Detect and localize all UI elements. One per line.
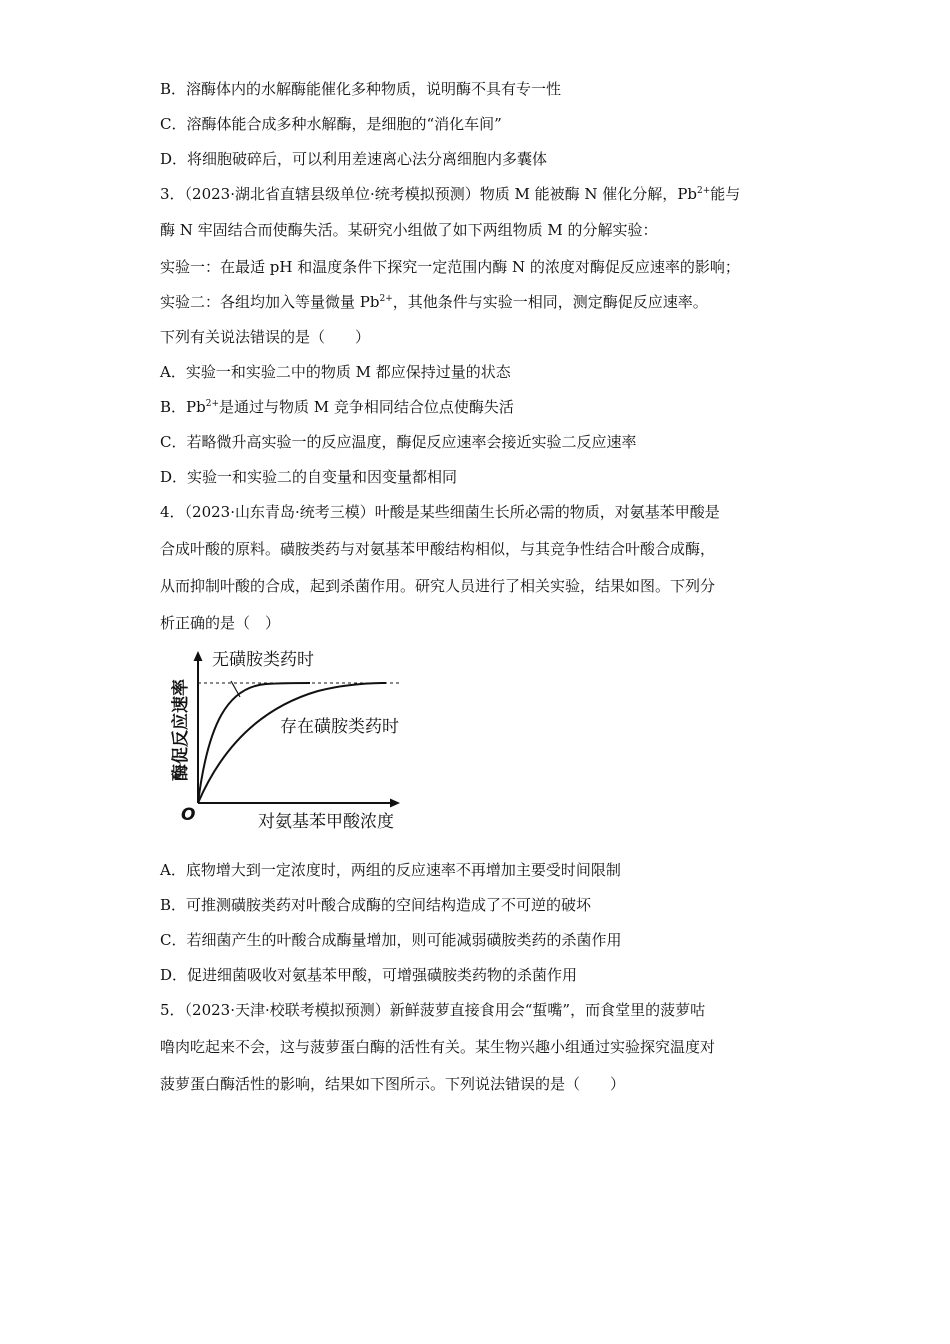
text-line-l10 bbox=[160, 396, 800, 418]
text-segment: 实验二：各组均加入等量微量 Pb bbox=[160, 293, 380, 311]
text-line-l17: A．底物增大到一定浓度时，两组的反应速率不再增加主要受时间限制 bbox=[160, 861, 621, 879]
text-segment: B．Pb bbox=[160, 398, 206, 416]
text-line-l15: 从而抑制叶酸的合成，起到杀菌作用。研究人员进行了相关实验，结果如图。下列分 bbox=[160, 577, 716, 595]
text-segment: 是通过与物质 M 竞争相同结合位点使酶失活 bbox=[219, 398, 514, 416]
text-line-l21: 5．（2023·天津·校联考模拟预测）新鲜菠萝直接食用会“蜇嘴”，而食堂里的菠萝咕 bbox=[160, 1001, 706, 1019]
text-line-l2: C．溶酶体能合成多种水解酶，是细胞的“消化车间” bbox=[160, 115, 502, 133]
text-line-l1: B．溶酶体内的水解酶能催化多种物质，说明酶不具有专一性 bbox=[160, 80, 562, 98]
y-axis-label: 酶促反应速率 bbox=[171, 679, 191, 781]
superscript-charge: 2+ bbox=[205, 399, 219, 409]
text-line-l13: 4．（2023·山东青岛·统考三模）叶酸是某些细菌生长所必需的物质，对氨基苯甲酸是 bbox=[160, 503, 720, 521]
text-line-l3: D．将细胞破碎后，可以利用差速离心法分离细胞内多囊体 bbox=[160, 150, 548, 168]
text-line-l8: 下列有关说法错误的是（ ） bbox=[160, 328, 371, 346]
text-line-l9: A．实验一和实验二中的物质 M 都应保持过量的状态 bbox=[160, 363, 511, 381]
y-axis-arrow bbox=[194, 651, 203, 661]
curve2-label: 存在磺胺类药时 bbox=[280, 717, 399, 737]
text-line-l22: 噜肉吃起来不会，这与菠萝蛋白酶的活性有关。某生物兴趣小组通过实验探究温度对 bbox=[160, 1038, 716, 1056]
text-line-l14: 合成叶酸的原料。磺胺类药与对氨基苯甲酸结构相似，与其竞争性结合叶酸合成酶， bbox=[160, 540, 716, 558]
text-line-l19: C．若细菌产生的叶酸合成酶量增加，则可能减弱磺胺类药的杀菌作用 bbox=[160, 931, 622, 949]
enzyme-rate-figure bbox=[171, 645, 428, 840]
text-line-l16: 析正确的是（ ） bbox=[160, 614, 281, 632]
text-line-l23: 菠萝蛋白酶活性的影响，结果如下图所示。下列说法错误的是（ ） bbox=[160, 1075, 626, 1093]
text-line-l6: 实验一：在最适 pH 和温度条件下探究一定范围内酶 N 的浓度对酶促反应速率的影响； bbox=[160, 258, 740, 276]
curve1-label: 无磺胺类药时 bbox=[212, 650, 314, 670]
origin-label: O bbox=[181, 805, 196, 825]
superscript-charge: 2+ bbox=[697, 186, 711, 196]
text-line-l4 bbox=[160, 183, 800, 205]
curve-with-drug bbox=[198, 683, 386, 803]
text-segment: 能与 bbox=[710, 185, 741, 203]
text-line-l11: C．若略微升高实验一的反应温度，酶促反应速率会接近实验二反应速率 bbox=[160, 433, 637, 451]
text-line-l12: D．实验一和实验二的自变量和因变量都相同 bbox=[160, 468, 458, 486]
x-axis-arrow bbox=[390, 799, 400, 808]
text-segment: 3．（2023·湖北省直辖县级单位·统考模拟预测）物质 M 能被酶 N 催化分解，Pb bbox=[160, 185, 698, 203]
text-line-l7 bbox=[160, 291, 800, 313]
superscript-charge: 2+ bbox=[379, 294, 393, 304]
text-line-l18: B．可推测磺胺类药对叶酸合成酶的空间结构造成了不可逆的破坏 bbox=[160, 896, 592, 914]
text-line-l5: 酶 N 牢固结合而使酶失活。某研究小组做了如下两组物质 M 的分解实验： bbox=[160, 221, 658, 239]
text-line-l20: D．促进细菌吸收对氨基苯甲酸，可增强磺胺类药物的杀菌作用 bbox=[160, 966, 578, 984]
text-segment: ，其他条件与实验一相同，测定酶促反应速率。 bbox=[392, 293, 708, 311]
x-axis-label: 对氨基苯甲酸浓度 bbox=[258, 812, 394, 832]
